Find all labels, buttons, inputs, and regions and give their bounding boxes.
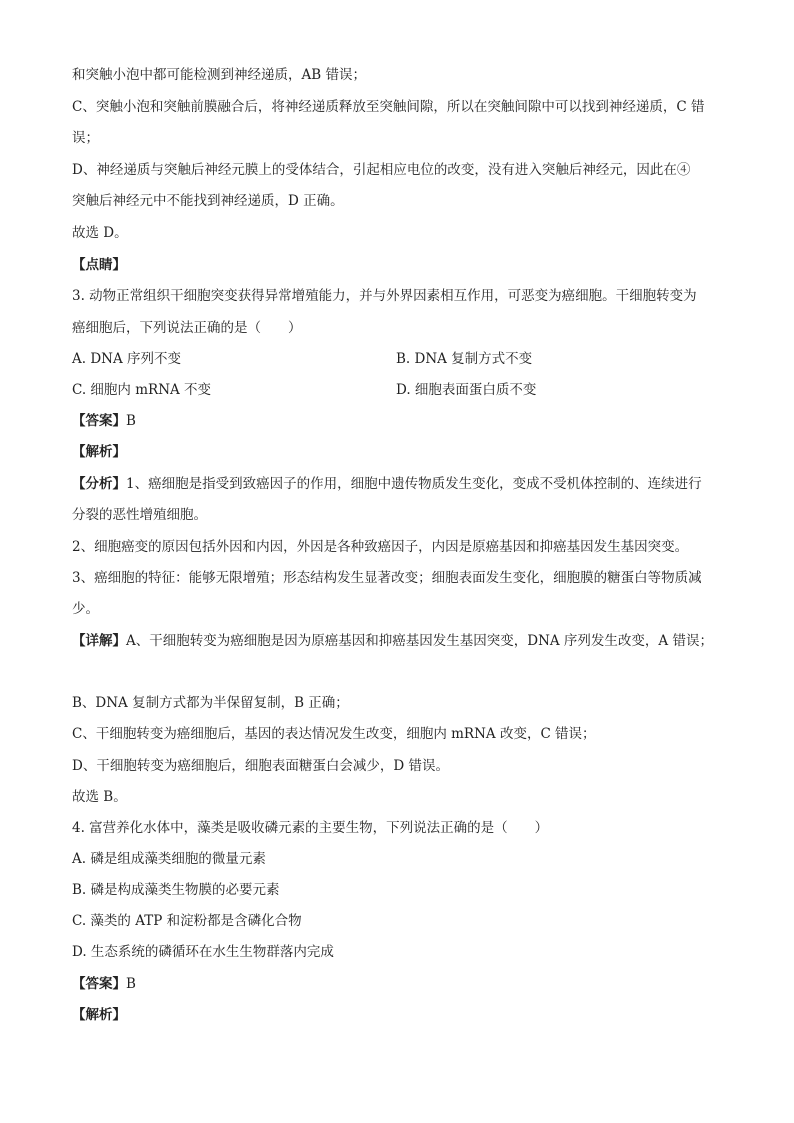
q4-option-d: D. 生态系统的磷循环在水生生物群落内完成: [72, 944, 334, 960]
answer-tag: 【答案】: [72, 976, 126, 992]
answer-value: B: [126, 976, 136, 992]
question-3-text: 癌细胞后，下列说法正确的是（ ）: [72, 320, 302, 336]
text-line: 故选 B。: [72, 789, 127, 805]
text-line-content: 1、癌细胞是指受到致癌因子的作用，细胞中遗传物质发生变化，变成不受机体控制的、连续进行: [126, 476, 702, 492]
text-line: 3、癌细胞的特征：能够无限增殖；形态结构发生显著改变；细胞表面发生变化，细胞膜的糖蛋白等物质减: [72, 570, 702, 586]
option-c: C. 细胞内 mRNA 不变: [72, 382, 212, 398]
answer-line: [72, 412, 136, 430]
text-line: [72, 475, 702, 493]
text-line-content: A、干细胞转变为癌细胞是因为原癌基因和抑癌基因发生基因突变，DNA 序列发生改变，A 错误；: [126, 633, 713, 649]
text-line: B、DNA 复制方式都为半保留复制，B 正确；: [72, 695, 349, 711]
text-line: C、干细胞转变为癌细胞后，基因的表达情况发生改变，细胞内 mRNA 改变，C 错误；: [72, 726, 596, 742]
answer-tag: 【答案】: [72, 413, 126, 429]
question-4-text: 4. 富营养化水体中，藻类是吸收磷元素的主要生物，下列说法正确的是（ ）: [72, 820, 549, 836]
q4-option-b: B. 磷是构成藻类生物膜的必要元素: [72, 882, 280, 898]
analysis-tag: 【解析】: [72, 1007, 126, 1023]
answer-value: B: [126, 413, 136, 429]
section-tag: 【点睛】: [72, 257, 126, 273]
fenxi-tag: 【分析】: [72, 476, 126, 492]
analysis-tag: 【解析】: [72, 444, 126, 460]
text-line: 突触后神经元中不能找到神经递质，D 正确。: [72, 193, 344, 209]
text-line: 和突触小泡中都可能检测到神经递质，AB 错误；: [72, 67, 366, 83]
q4-option-c: C. 藻类的 ATP 和淀粉都是含磷化合物: [72, 913, 302, 929]
text-line: 误；: [72, 130, 99, 146]
text-line: 分裂的恶性增殖细胞。: [72, 507, 207, 523]
option-a: A. DNA 序列不变: [72, 351, 182, 367]
answer-line: [72, 975, 136, 993]
q4-option-a: A. 磷是组成藻类细胞的微量元素: [72, 851, 266, 867]
text-line: D、神经递质与突触后神经元膜上的受体结合，引起相应电位的改变，没有进入突触后神经元，因此在④: [72, 162, 691, 178]
text-line: 2、细胞癌变的原因包括外因和内因，外因是各种致癌因子，内因是原癌基因和抑癌基因发生基因突变。: [72, 539, 689, 555]
text-line: C、突触小泡和突触前膜融合后，将神经递质释放至突触间隙，所以在突触间隙中可以找到神经递质，C 错: [72, 99, 705, 115]
text-line: [72, 632, 713, 650]
question-3-text: 3. 动物正常组织干细胞突变获得异常增殖能力，并与外界因素相互作用，可恶变为癌细胞。干细胞转变为: [72, 288, 697, 304]
option-d: D. 细胞表面蛋白质不变: [396, 382, 537, 398]
option-b: B. DNA 复制方式不变: [396, 351, 533, 367]
text-line: 故选 D。: [72, 225, 128, 241]
xiangjie-tag: 【详解】: [72, 633, 126, 649]
text-line: 少。: [72, 601, 99, 617]
text-line: D、干细胞转变为癌细胞后，细胞表面糖蛋白会减少，D 错误。: [72, 758, 449, 774]
